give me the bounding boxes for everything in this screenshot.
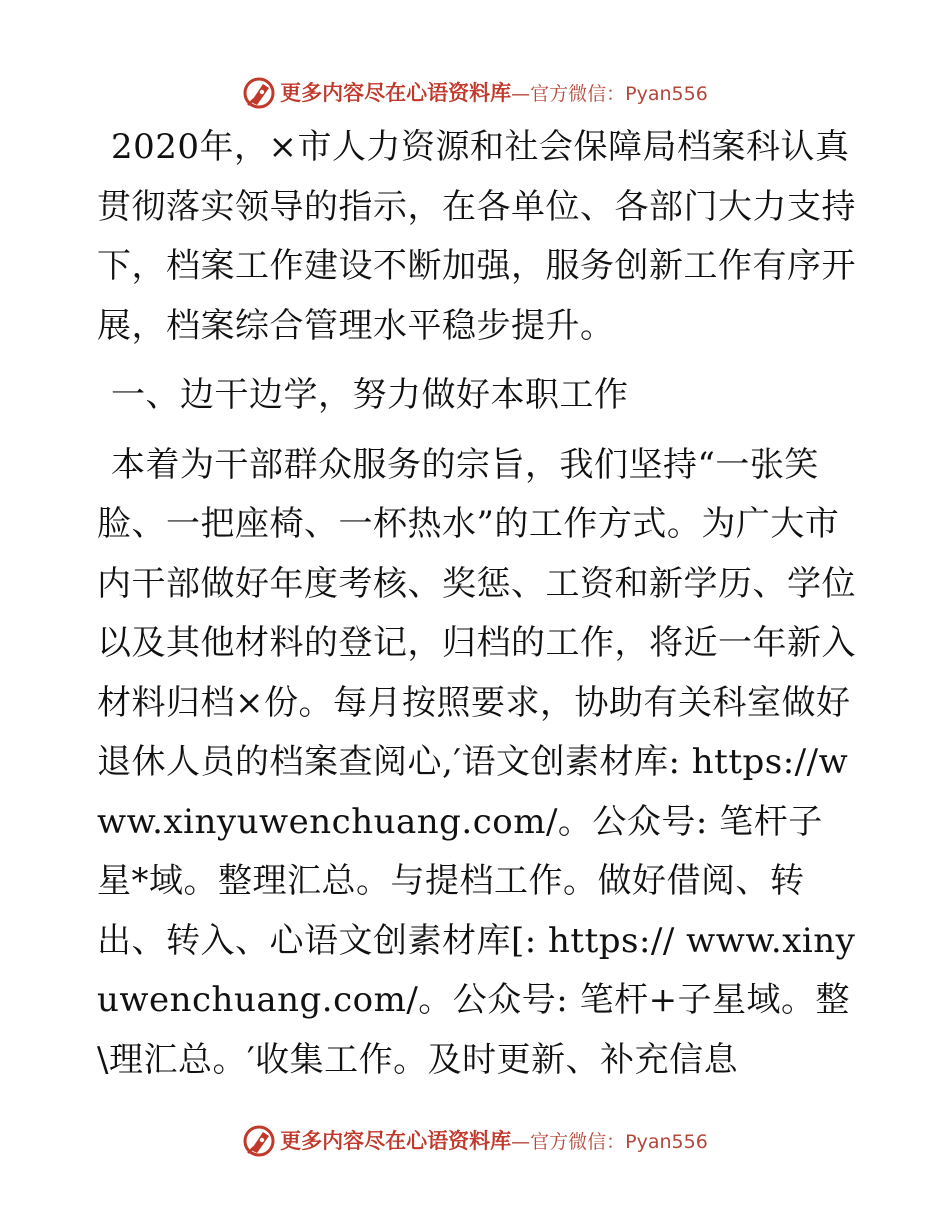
section-heading: 一、边干边学，努力做好本职工作 (111, 375, 629, 415)
banner-wechat-text: —官方微信：Pyan556 (511, 82, 708, 105)
banner-brand-text: 更多内容尽在心语资料库 (280, 1128, 512, 1153)
paragraph-body: 本着为干部群众服务的宗旨，我们坚持“一张笑脸、一把座椅、一杯热水”的工作方式。为广大市内干部做好年度考核、奖惩、工资和新学历、学位以及其他材料的登记，归档的工作，将近一年新入材料归档×份。每月按照要求，协助有关科室做好退休人员的档案查阅心,′语文创素材库: https://www.xinyuwenchuang.com/。公众号: 笔杆子星*域。整理汇总。与提档工作。做好借阅、转出、转入、心语文创素材库[: https:// www.xinyuwenchuang.com/。公众号: 笔杆+子星域。整\理汇总。′收集工作。及时更新、补充信息 (97, 444, 856, 1080)
pen-nib-logo-icon (242, 75, 276, 109)
header-banner (0, 72, 950, 112)
document-body (97, 118, 857, 1100)
banner-brand-text: 更多内容尽在心语资料库 (280, 80, 512, 105)
paragraph-intro: 2020年，×市人力资源和社会保障局档案科认真贯彻落实领导的指示，在各单位、各部门大力支持下，档案工作建设不断加强，服务创新工作有序开展，档案综合管理水平稳步提升。 (97, 127, 856, 346)
pen-nib-logo-icon (242, 1123, 276, 1157)
footer-banner (0, 1120, 950, 1160)
banner-wechat-text: —官方微信：Pyan556 (511, 1130, 708, 1153)
